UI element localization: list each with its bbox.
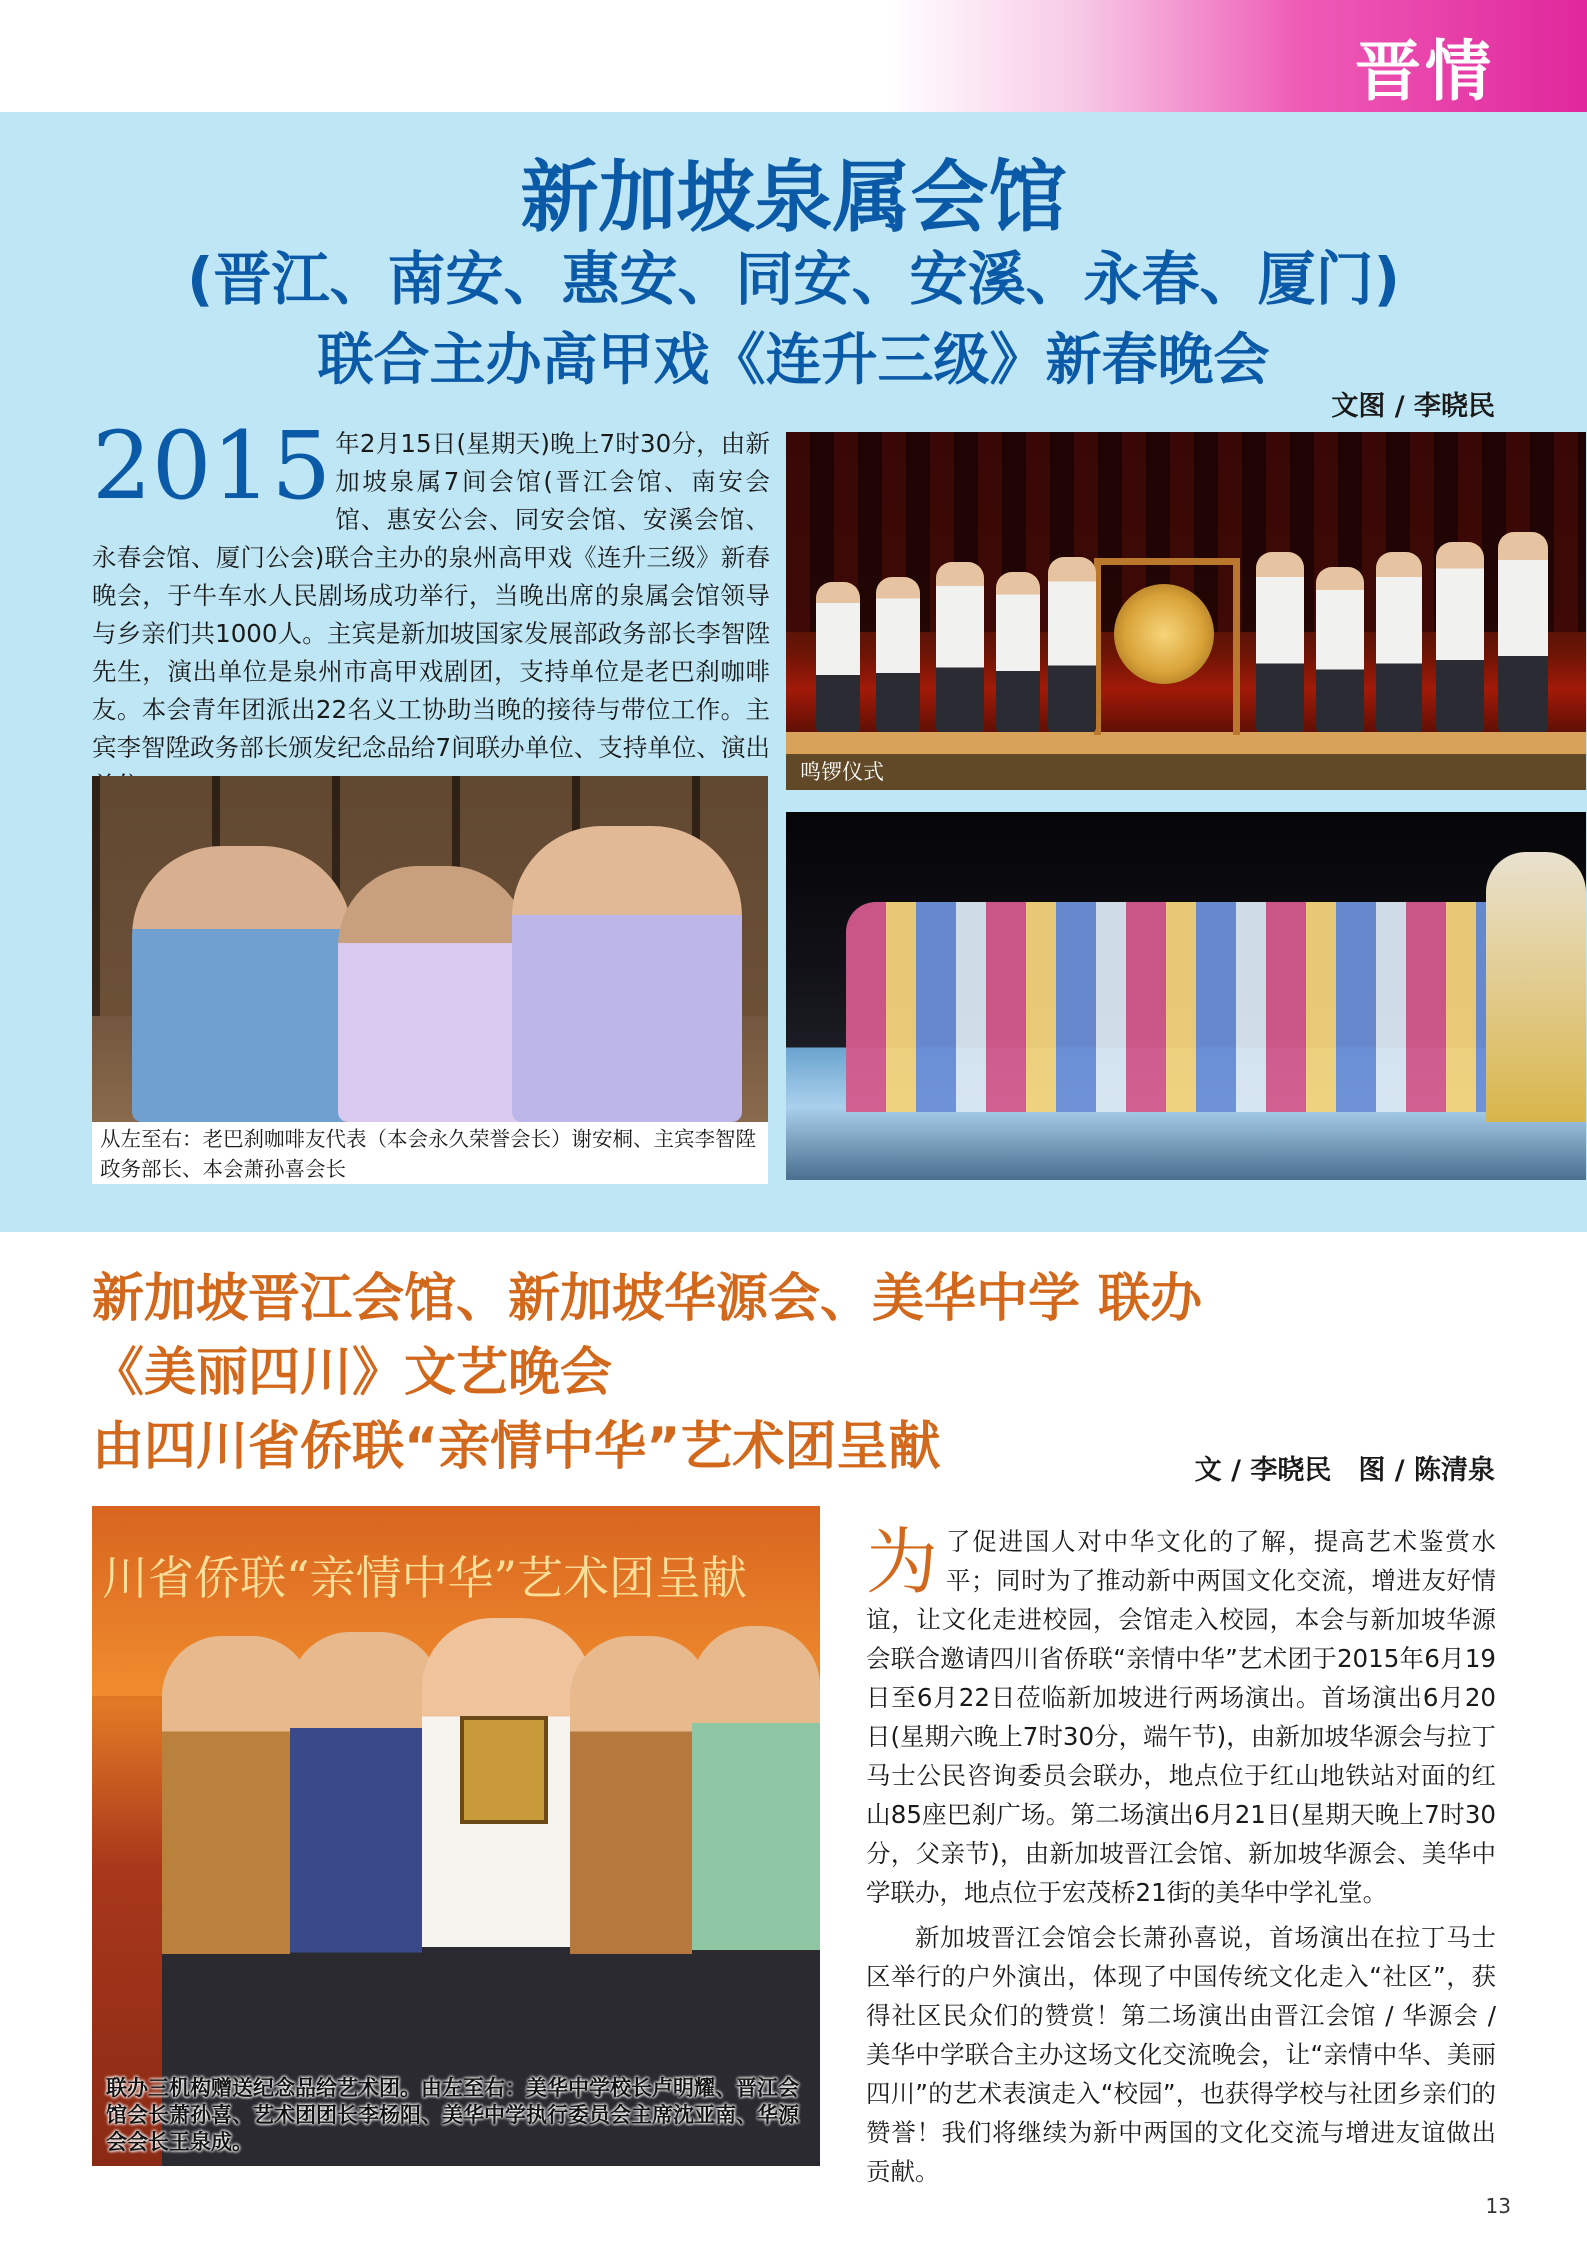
article1-title-line2: (晋江、南安、惠安、同安、安溪、永春、厦门) — [186, 245, 1401, 313]
award-photo-caption: 联办三机构赠送纪念品给艺术团。由左至右：美华中学校长卢明耀、晋江会馆会长萧孙喜、艺术团团长李杨阳、美华中学执行委员会主席沈亚南、华源会会长王泉成。 — [106, 2076, 799, 2154]
person-figure — [996, 572, 1040, 732]
gong-ceremony-photo — [786, 432, 1586, 790]
article2-credit: 文 / 李晓民 图 / 陈清泉 — [1194, 1455, 1495, 1486]
performer-figure — [1486, 852, 1586, 1122]
header-band — [0, 0, 1587, 112]
person-figure — [1048, 557, 1096, 732]
section-tag: 晋情 — [1355, 32, 1495, 110]
award-presentation-photo — [92, 1506, 820, 2166]
person-figure — [876, 577, 920, 732]
article1-dropcap: 2015 — [92, 412, 332, 521]
person-figure — [1316, 567, 1364, 732]
article2-paragraph1-text: 了促进国人对中华文化的了解，提高艺术鉴赏水平；同时为了推动新中两国文化交流，增进友好情谊，让文化走进校园，会馆走入校园，本会与新加坡华源会联合邀请四川省侨联“亲情中华”艺术团于2015年6月19日至6月22日莅临新加坡进行两场演出。首场演出6月20日(星期六晚上7时30分，端午节)，由新加坡华源会与拉丁马士公民咨询委员会联办，地点位于红山地铁站对面的红山85座巴刹广场。第二场演出6月21日(星期天晚上7时30分，父亲节)，由新加坡晋江会馆、新加坡华源会、美华中学联办，地点位于宏茂桥21街的美华中学礼堂。 — [866, 1527, 1496, 1907]
article1-title-line3: 联合主办高甲戏《连升三级》新春晚会 — [317, 328, 1270, 393]
article2-title-line2: 《美丽四川》文艺晚会 — [92, 1343, 613, 1403]
person-figure — [512, 826, 742, 1122]
performers-group — [846, 902, 1536, 1112]
gong-icon — [1114, 584, 1214, 684]
person-figure — [132, 846, 352, 1122]
person-figure — [1436, 542, 1484, 732]
person-figure — [338, 866, 528, 1122]
performers-photo — [786, 812, 1586, 1180]
article2-paragraph2: 新加坡晋江会馆会长萧孙喜说，首场演出在拉丁马士区举行的户外演出，体现了中国传统文化走入“社区”，获得社区民众们的赞赏！第二场演出由晋江会馆 / 华源会 / 美华中学联合主办这场文化交流晚会，让“亲情中华、美丽四川”的艺术表演走入“校园”，也获得学校与社团乡亲们的赞誉！我们将继续为新中两国的文化交流与增进友谊做出贡献。 — [866, 1923, 1496, 2186]
page-number: 13 — [1485, 2194, 1511, 2218]
three-men-photo — [92, 776, 768, 1122]
person-figure — [936, 562, 984, 732]
article2-title-line3: 由四川省侨联“亲情中华”艺术团呈献 — [92, 1417, 941, 1477]
article1-title-line1: 新加坡泉属会馆 — [520, 153, 1067, 243]
article2-dropcap: 为 — [866, 1520, 939, 1604]
three-men-photo-caption: 从左至右：老巴刹咖啡友代表（本会永久荣誉会长）谢安桐、主宾李智陞政务部长、本会萧孙喜会长 — [92, 1122, 768, 1184]
article2-body — [866, 1522, 1496, 2191]
article1-credit: 文图 / 李晓民 — [1331, 391, 1495, 422]
event-banner-text: 川省侨联“亲情中华”艺术团呈献 — [102, 1551, 748, 1605]
plaque-icon — [460, 1716, 548, 1824]
article2-paragraph1 — [866, 1522, 1496, 1912]
article2-title-line1: 新加坡晋江会馆、新加坡华源会、美华中学 联办 — [92, 1269, 1203, 1329]
gong-photo-caption: 鸣锣仪式 — [786, 754, 1586, 790]
article1-body-text: 年2月15日(星期天)晚上7时30分，由新加坡泉属7间会馆(晋江会馆、南安会馆、惠安公会、同安会馆、安溪会馆、永春会馆、厦门公会)联合主办的泉州高甲戏《连升三级》新春晚会，于牛车水人民剧场成功举行，当晚出席的泉属会馆领导与乡亲们共1000人。主宾是新加坡国家发展部政务部长李智陞先生，演出单位是泉州市高甲戏剧团，支持单位是老巴刹咖啡友。本会青年团派出22名义工协助当晚的接待与带位工作。主宾李智陞政务部长颁发纪念品给7间联办单位、支持单位、演出 — [92, 429, 770, 762]
person-figure — [816, 582, 860, 732]
person-figure — [1256, 552, 1304, 732]
person-figure — [1498, 532, 1548, 732]
person-figure — [1376, 552, 1422, 732]
article1-body — [92, 412, 770, 805]
